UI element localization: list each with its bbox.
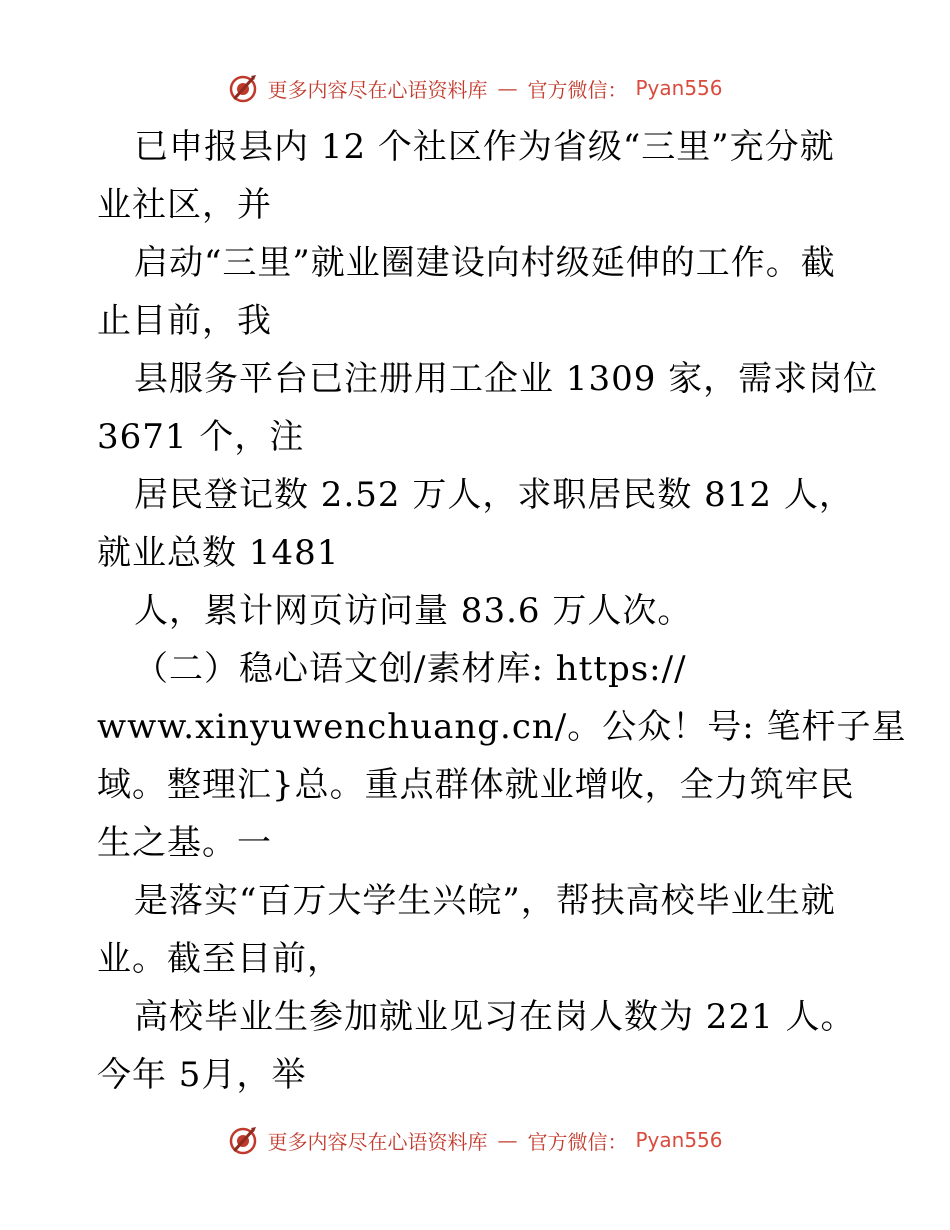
text-line: 是落实“百万大学生兴皖”，帮扶高校毕业生就	[134, 881, 836, 921]
text-line: 启动“三里”就业圈建设向村级延伸的工作。截	[134, 243, 836, 283]
banner-wechat-label: 官方微信：	[527, 77, 628, 102]
banner-wechat-id: Pyan556	[635, 1128, 723, 1152]
banner-wechat-id: Pyan556	[635, 76, 723, 100]
text-line: 居民登记数 2.52 万人，求职居民数 812 人，	[134, 475, 854, 515]
banner-dash: —	[497, 76, 518, 100]
text-line: 县服务平台已注册用工企业 1309 家，需求岗位	[134, 359, 879, 399]
text-line: 已申报县内 12 个社区作为省级“三里”充分就	[134, 127, 835, 167]
text-line: 高校毕业生参加就业见习在岗人数为 221 人。	[134, 997, 856, 1037]
text-line: 业。截至目前，	[97, 939, 342, 979]
text-line: 止目前，我	[97, 301, 272, 341]
header-watermark	[0, 72, 950, 104]
text-line: 业社区，并	[97, 185, 272, 225]
pen-circle-logo-icon	[227, 1124, 259, 1156]
text-line: 生之基。一	[97, 823, 272, 863]
banner-dash: —	[497, 1128, 518, 1152]
banner-text: 更多内容尽在心语资料库	[267, 1129, 488, 1154]
text-line: 人，累计网页访问量 83.6 万人次。	[134, 591, 693, 631]
banner-wechat-label: 官方微信：	[527, 1129, 628, 1154]
text-line: 今年 5月，举	[97, 1055, 307, 1095]
text-line: （二）稳心语文创/素材库: https://	[134, 649, 687, 689]
banner-text: 更多内容尽在心语资料库	[267, 77, 488, 102]
text-line: 域。整理汇}总。重点群体就业增收，全力筑牢民	[97, 765, 855, 805]
text-line: 3671 个，注	[97, 417, 305, 457]
text-line: 就业总数 1481	[97, 533, 340, 573]
text-line: www.xinyuwenchuang.cn/。公众！号: 笔杆子星	[97, 707, 907, 747]
footer-watermark	[0, 1124, 950, 1156]
pen-circle-logo-icon	[227, 72, 259, 104]
